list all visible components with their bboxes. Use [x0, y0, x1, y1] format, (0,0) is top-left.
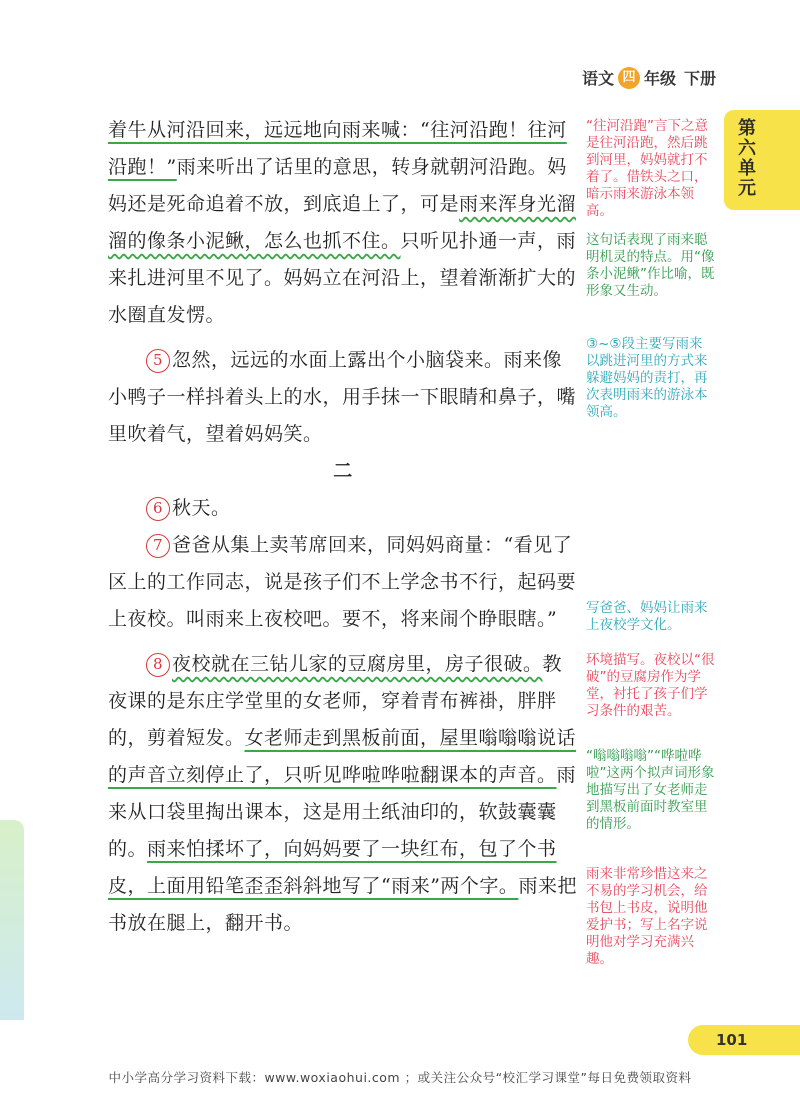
unit-tab [724, 110, 800, 210]
paragraph-4-sentence-2: 雨来听出了话里的意思，转身就朝河沿跑。 [176, 156, 548, 178]
paragraph-7-text: 爸爸从集上卖苇席回来，同妈妈商量：“看见了区上的工作同志，说是孩子们不上学念书不行，起码要上夜校。叫雨来上夜校吧。要不，将来闹个睁眼瞎。” [108, 534, 577, 630]
unit-tab-label: 第六单元 [735, 118, 756, 198]
annotation-6: “嗡嗡嗡嗡”“哗啦哗啦”这两个拟声词形象地描写出了女老师走到黑板前面时教室里的情形。 [586, 748, 715, 832]
annotation-7: 雨来非常珍惜这来之不易的学习机会，给书包上书皮，说明他爱护书；写上名字说明他对学习充满兴趣。 [586, 866, 708, 967]
page-number: 101 [688, 1025, 800, 1055]
paragraph-6 [108, 490, 578, 527]
annotation-2: 这句话表现了雨来聪明机灵的特点。用“像条小泥鳅”作比喻，既形象又生动。 [586, 232, 715, 299]
section-title: 二 [333, 460, 353, 482]
volume-label: 下册 [683, 69, 716, 88]
paragraph-6-text: 秋天。 [172, 497, 231, 519]
grade-label: 年级 [643, 69, 676, 88]
paragraph-number-6: 6 [146, 497, 170, 521]
footer-text: 中小学高分学习资料下载：www.woxiaohui.com ；或关注公众号“校汇学习课堂”每日免费领取资料 [108, 1070, 692, 1085]
paragraph-8-sentence-4: 雨来从口袋里掏出课本，这是用土纸油印的，软鼓囊囊的。 [108, 764, 577, 860]
annotation-1: “往河沿跑”言下之意是往河沿跑，然后跳到河里，妈妈就打不着了。借铁头之口，暗示雨来游泳本领高。 [586, 118, 708, 219]
paragraph-5-text: 忽然，远远的水面上露出个小脑袋来。雨来像小鸭子一样抖着头上的水，用手抹一下眼睛和鼻子，嘴里吹着气，望着妈妈笑。 [108, 349, 577, 445]
decorative-illustration [0, 820, 24, 1020]
paragraph-4-sentence-1: 着牛从河沿回来，远远地向雨来喊：“往河沿跑！往河沿跑！” [108, 119, 567, 178]
paragraph-8-sentence-6: 雨来把书放在腿上，翻开书。 [108, 875, 577, 934]
paragraph-4-sentence-4: 雨来浑身光溜溜的像条小泥鳅，怎么也抓不住。 [108, 193, 577, 252]
subject-label: 语文 [581, 69, 614, 88]
annotation-5: 环境描写。夜校以“很破”的豆腐房作为学堂，衬托了孩子们学习条件的艰苦。 [586, 652, 715, 719]
page-header [582, 66, 716, 89]
grade-badge: 四 [618, 67, 640, 89]
main-text [108, 112, 578, 942]
paragraph-7 [108, 527, 578, 638]
paragraph-number-5: 5 [146, 349, 170, 373]
paragraph-number-7: 7 [146, 534, 170, 558]
paragraph-8-sentence-5: 雨来怕揉坏了，向妈妈要了一块红布，包了个书皮，上面用铅笔歪歪斜斜地写了“雨来”两个字。 [108, 838, 557, 897]
paragraph-4-sentence-5: 只听见扑通一声，雨来扎进河里不见了。妈妈立在河沿上，望着渐渐扩大的水圈直发愣。 [108, 230, 577, 326]
paragraph-5 [108, 342, 578, 453]
paragraph-8 [108, 646, 578, 942]
paragraph-4 [108, 112, 578, 334]
paragraph-4-sentence-3: 妈妈还是死命追着不放，到底追上了，可是 [108, 156, 567, 215]
paragraph-8-sentence-1: 夜校就在三钻儿家的豆腐房里，房子很破。 [172, 653, 543, 675]
paragraph-number-8: 8 [146, 653, 170, 677]
paragraph-8-sentence-2: 教夜课的是东庄学堂里的女老师，穿着青布裤褂，胖胖的，剪着短发。 [108, 653, 563, 749]
paragraph-8-sentence-3: 女老师走到黑板前面，屋里嗡嗡嗡说话的声音立刻停止了，只听见哗啦哗啦翻课本的声音。 [108, 727, 577, 786]
annotation-3: ③~⑤段主要写雨来以跳进河里的方式来躲避妈妈的责打，再次表明雨来的游泳本领高。 [586, 336, 708, 420]
annotation-4: 写爸爸、妈妈让雨来上夜校学文化。 [586, 600, 708, 633]
